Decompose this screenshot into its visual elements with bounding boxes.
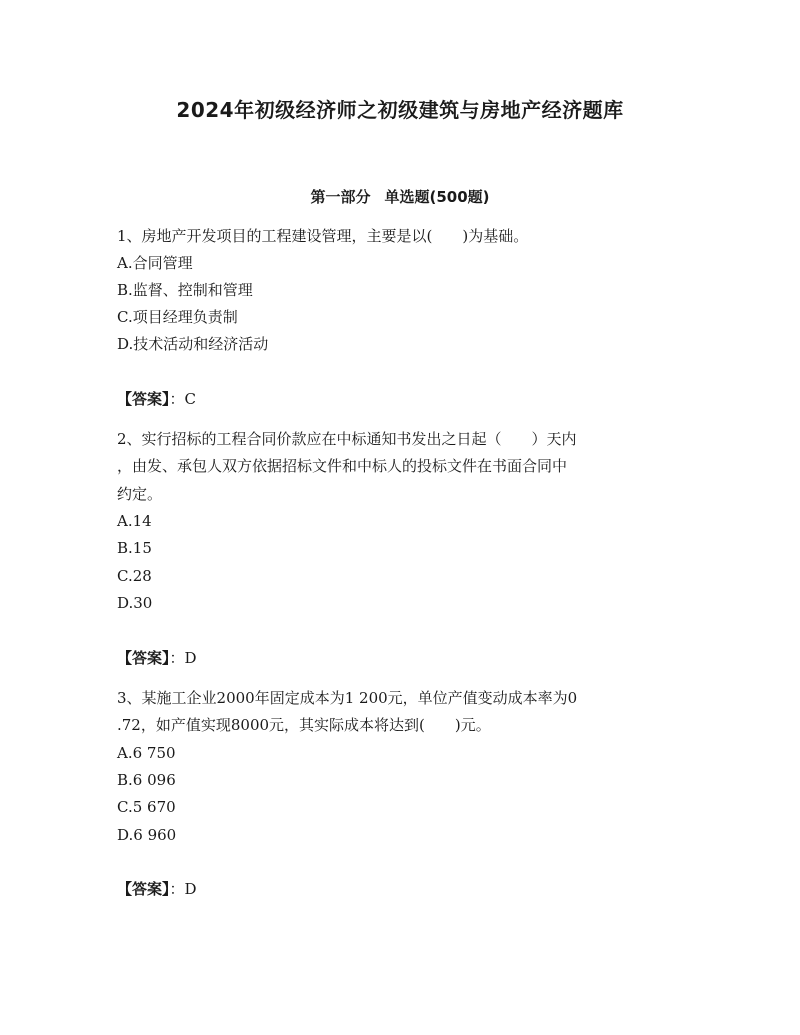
answer-label: 【答案】 (117, 880, 170, 898)
question-2-stem-line-2: ，由发、承包人双方依据招标文件和中标人的投标文件在书面合同中 (117, 457, 568, 475)
question-3-stem-line-1: 3、某施工企业2000年固定成本为1 200元，单位产值变动成本率为0 (117, 689, 578, 707)
question-2-stem-line-3: 约定。 (117, 485, 163, 503)
question-1-option-a: A.合同管理 (117, 254, 193, 272)
section-heading (0, 186, 800, 207)
question-1-option-b: B.监督、控制和管理 (117, 281, 253, 299)
answer-value: D (184, 880, 197, 898)
question-3-stem-line-2: .72，如产值实现8000元，其实际成本将达到( )元。 (117, 716, 491, 734)
answer-label: 【答案】 (117, 649, 170, 667)
answer-separator: ： (169, 390, 185, 408)
question-1-answer (117, 389, 196, 409)
answer-label: 【答案】 (117, 390, 170, 408)
question-3-option-d: D.6 960 (117, 826, 177, 844)
document-title: 2024年初级经济师之初级建筑与房地产经济题库 (176, 98, 624, 122)
answer-separator: ： (169, 649, 185, 667)
answer-value: C (184, 390, 197, 408)
answer-value: D (184, 649, 197, 667)
question-3-option-a: A.6 750 (117, 744, 176, 762)
section-part: 第一部分 (310, 188, 371, 206)
section-name: 单选题(500题) (384, 188, 490, 206)
question-1-stem: 1、房地产开发项目的工程建设管理，主要是以( )为基础。 (117, 227, 529, 245)
question-3-answer (117, 879, 197, 899)
question-2-option-d: D.30 (117, 594, 153, 612)
question-2-option-b: B.15 (117, 539, 152, 557)
question-2-option-a: A.14 (117, 512, 152, 530)
question-2-answer (117, 648, 197, 668)
question-1-option-c: C.项目经理负责制 (117, 308, 238, 326)
question-3-option-c: C.5 670 (117, 798, 176, 816)
answer-separator: ： (169, 880, 185, 898)
question-2-stem-line-1: 2、实行招标的工程合同价款应在中标通知书发出之日起（ ）天内 (117, 430, 577, 448)
question-1-option-d: D.技术活动和经济活动 (117, 335, 269, 353)
question-2-option-c: C.28 (117, 567, 152, 585)
question-3-option-b: B.6 096 (117, 771, 176, 789)
